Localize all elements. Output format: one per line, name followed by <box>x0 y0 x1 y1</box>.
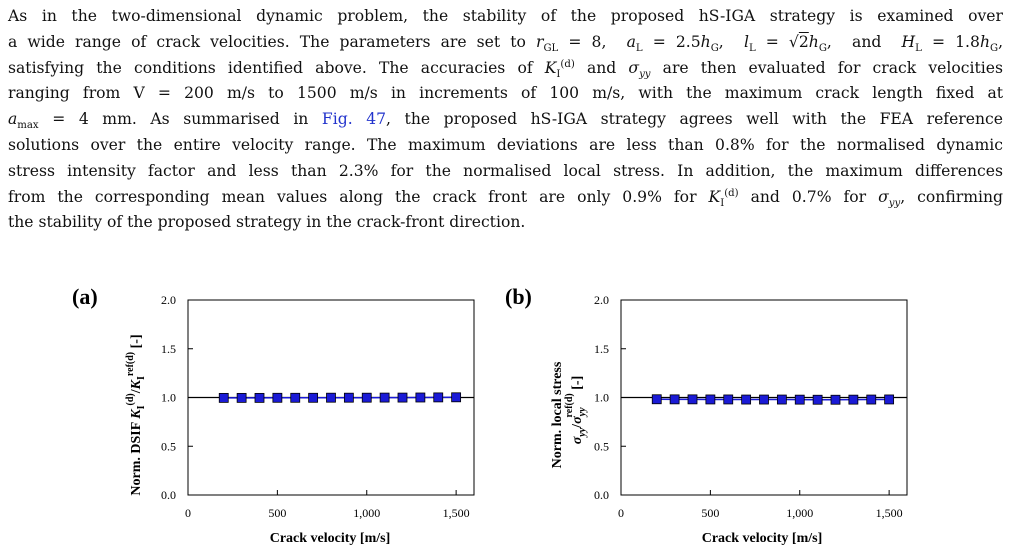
chart-a <box>0 270 505 552</box>
y-tick-label-b: 0.5 <box>594 439 609 454</box>
chart-b <box>505 270 1010 552</box>
panel-label-a: (a) <box>72 284 98 309</box>
para-line-8: from the corresponding mean values along the crack front are only 0.9% for $K_I^{(d)}$ and 0.7% for $\sigma_{yy}$, confirming <box>8 187 1003 209</box>
x-tick-label-a: 1,500 <box>442 506 470 520</box>
data-point-b <box>760 395 769 404</box>
data-point-a <box>255 393 264 402</box>
panel-label-b: (b) <box>505 284 532 309</box>
x-tick-label-a: 500 <box>268 506 287 520</box>
data-point-a <box>380 393 389 402</box>
y-tick-label-a: 2.0 <box>161 293 176 307</box>
y-axis-label-a: Norm. DSIF $K_I^{(d)}/K_I^{ref(d)}$ [-] <box>125 334 147 496</box>
y-tick-label-a: 0.0 <box>161 488 176 502</box>
x-tick-label-b: 0 <box>618 506 624 520</box>
data-point-b <box>831 395 840 404</box>
data-point-b <box>706 395 715 404</box>
y-axis-label-b-line1: Norm. local stress <box>550 361 565 469</box>
body-paragraph <box>8 4 1003 236</box>
x-tick-label-b: 1,500 <box>875 506 903 520</box>
figure-link[interactable]: Fig. 47 <box>321 110 387 129</box>
para-line-6: solutions over the entire velocity range. The maximum deviations are less than 0.8% for the normalised dynamic <box>8 135 1003 154</box>
x-tick-label-a: 0 <box>185 506 191 520</box>
data-point-a <box>327 393 336 402</box>
y-tick-label-a: 0.5 <box>161 439 176 454</box>
data-point-a <box>219 393 228 402</box>
data-point-b <box>742 395 751 404</box>
data-point-b <box>688 395 697 404</box>
data-point-a <box>416 393 425 402</box>
data-point-a <box>309 393 318 402</box>
data-point-b <box>885 395 894 404</box>
data-point-b <box>813 395 822 404</box>
y-tick-label-b: 1.0 <box>594 390 609 405</box>
data-point-a <box>237 393 246 402</box>
y-tick-label-b: 0.0 <box>594 488 609 502</box>
data-point-a <box>398 393 407 402</box>
para-line-3: satisfying the conditions identified above. The accuracies of $K_I^{(d)}$ and $\sigma_{yy}$ are then evaluated for crack velocities <box>8 58 1003 80</box>
data-point-a <box>291 393 300 402</box>
para-line-7: stress intensity factor and less than 2.3% for the normalised local stress. In addition, the maximum differences <box>8 161 1003 180</box>
data-point-b <box>670 395 679 404</box>
x-tick-label-b: 1,000 <box>786 506 814 520</box>
data-point-b <box>777 395 786 404</box>
data-point-a <box>273 393 282 402</box>
y-axis-label-b-line2: $\sigma_{yy}/\sigma_{yy}ref(d)$ [-] <box>564 375 588 445</box>
para-line-1: As in the two-dimensional dynamic problem, the stability of the proposed hS-IGA strategy is examined over <box>8 7 1003 25</box>
x-axis-label-b: Crack velocity [m/s] <box>701 531 823 546</box>
data-point-a <box>452 393 461 402</box>
x-axis-label-a: Crack velocity [m/s] <box>269 531 391 546</box>
data-point-b <box>724 395 733 404</box>
y-tick-label-a: 1.5 <box>161 341 176 356</box>
para-line-9: the stability of the proposed strategy in the crack-front direction. <box>8 213 526 232</box>
data-point-a <box>434 393 443 402</box>
para-line-5: $a_{max} = 4$ mm. As summarised in Fig. 47, the proposed hS-IGA strategy agrees well with the FEA reference <box>8 110 1003 132</box>
data-point-a <box>362 393 371 402</box>
data-point-b <box>867 395 876 404</box>
data-point-b <box>652 395 661 404</box>
x-tick-label-a: 1,000 <box>353 506 381 520</box>
y-tick-label-b: 1.5 <box>594 341 609 356</box>
data-point-b <box>795 395 804 404</box>
x-tick-label-b: 500 <box>701 506 720 520</box>
y-tick-label-b: 2.0 <box>594 293 609 307</box>
para-line-4: ranging from V = 200 m/s to 1500 m/s in increments of 100 m/s, with the maximum crack length fixed at <box>8 84 1004 103</box>
data-point-b <box>849 395 858 404</box>
para-line-2: a wide range of crack velocities. The parameters are set to $r_{GL} = 8$, $a_L = 2.5h_G$, $l_L = √2h_G$, and $H_L = 1.8h_G$, <box>8 32 1004 54</box>
y-tick-label-a: 1.0 <box>161 390 176 405</box>
data-point-a <box>344 393 353 402</box>
